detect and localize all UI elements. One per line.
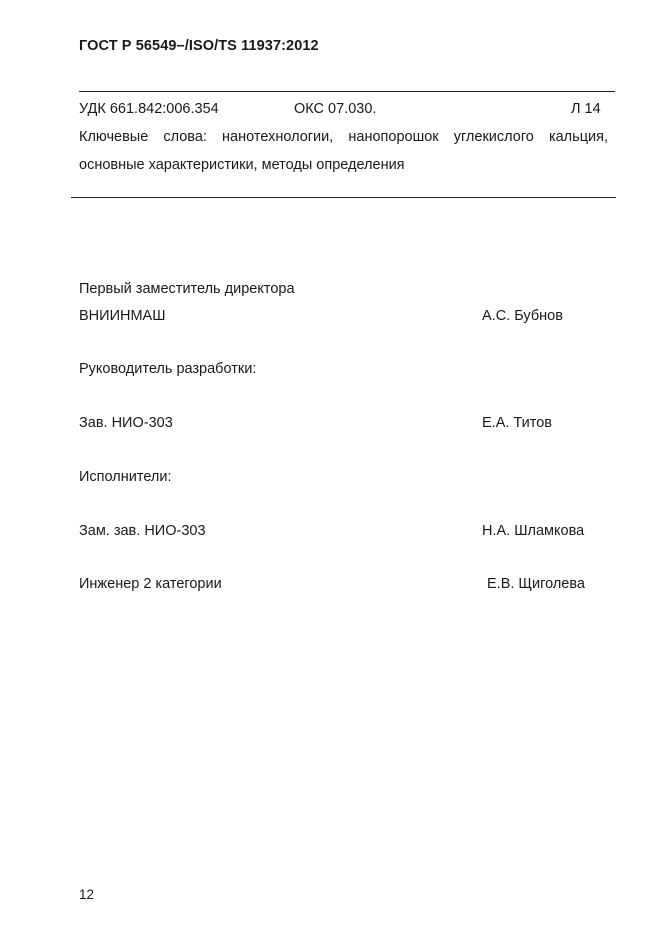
page-number: 12 [79,887,95,902]
keywords-line-2: основные характеристики, методы определения [79,157,405,173]
lead-name: Е.А. Титов [482,415,552,431]
lead-heading: Руководитель разработки: [79,361,257,377]
keywords-line-1: Ключевые слова: нанотехнологии, нанопорошок углекислого кальция, [79,129,608,145]
executor-1-name: Н.А. Шламкова [482,523,585,539]
udk-code: УДК 661.842:006.354 [79,101,219,117]
executors-heading: Исполнители: [79,469,172,485]
director-title-line-2: ВНИИНМАШ [79,308,166,324]
classification-code: Л 14 [571,101,601,117]
executor-1-title: Зам. зав. НИО-303 [79,523,206,539]
top-divider [79,91,615,92]
executor-2-title: Инженер 2 категории [79,576,222,592]
lead-title: Зав. НИО-303 [79,415,173,431]
director-title-line-1: Первый заместитель директора [79,281,295,297]
executor-2-name: Е.В. Щиголева [487,576,585,592]
standard-title: ГОСТ Р 56549–/ISO/TS 11937:2012 [79,38,319,54]
bottom-divider [71,197,616,198]
oks-code: ОКС 07.030. [294,101,377,117]
director-name: А.С. Бубнов [482,308,563,324]
